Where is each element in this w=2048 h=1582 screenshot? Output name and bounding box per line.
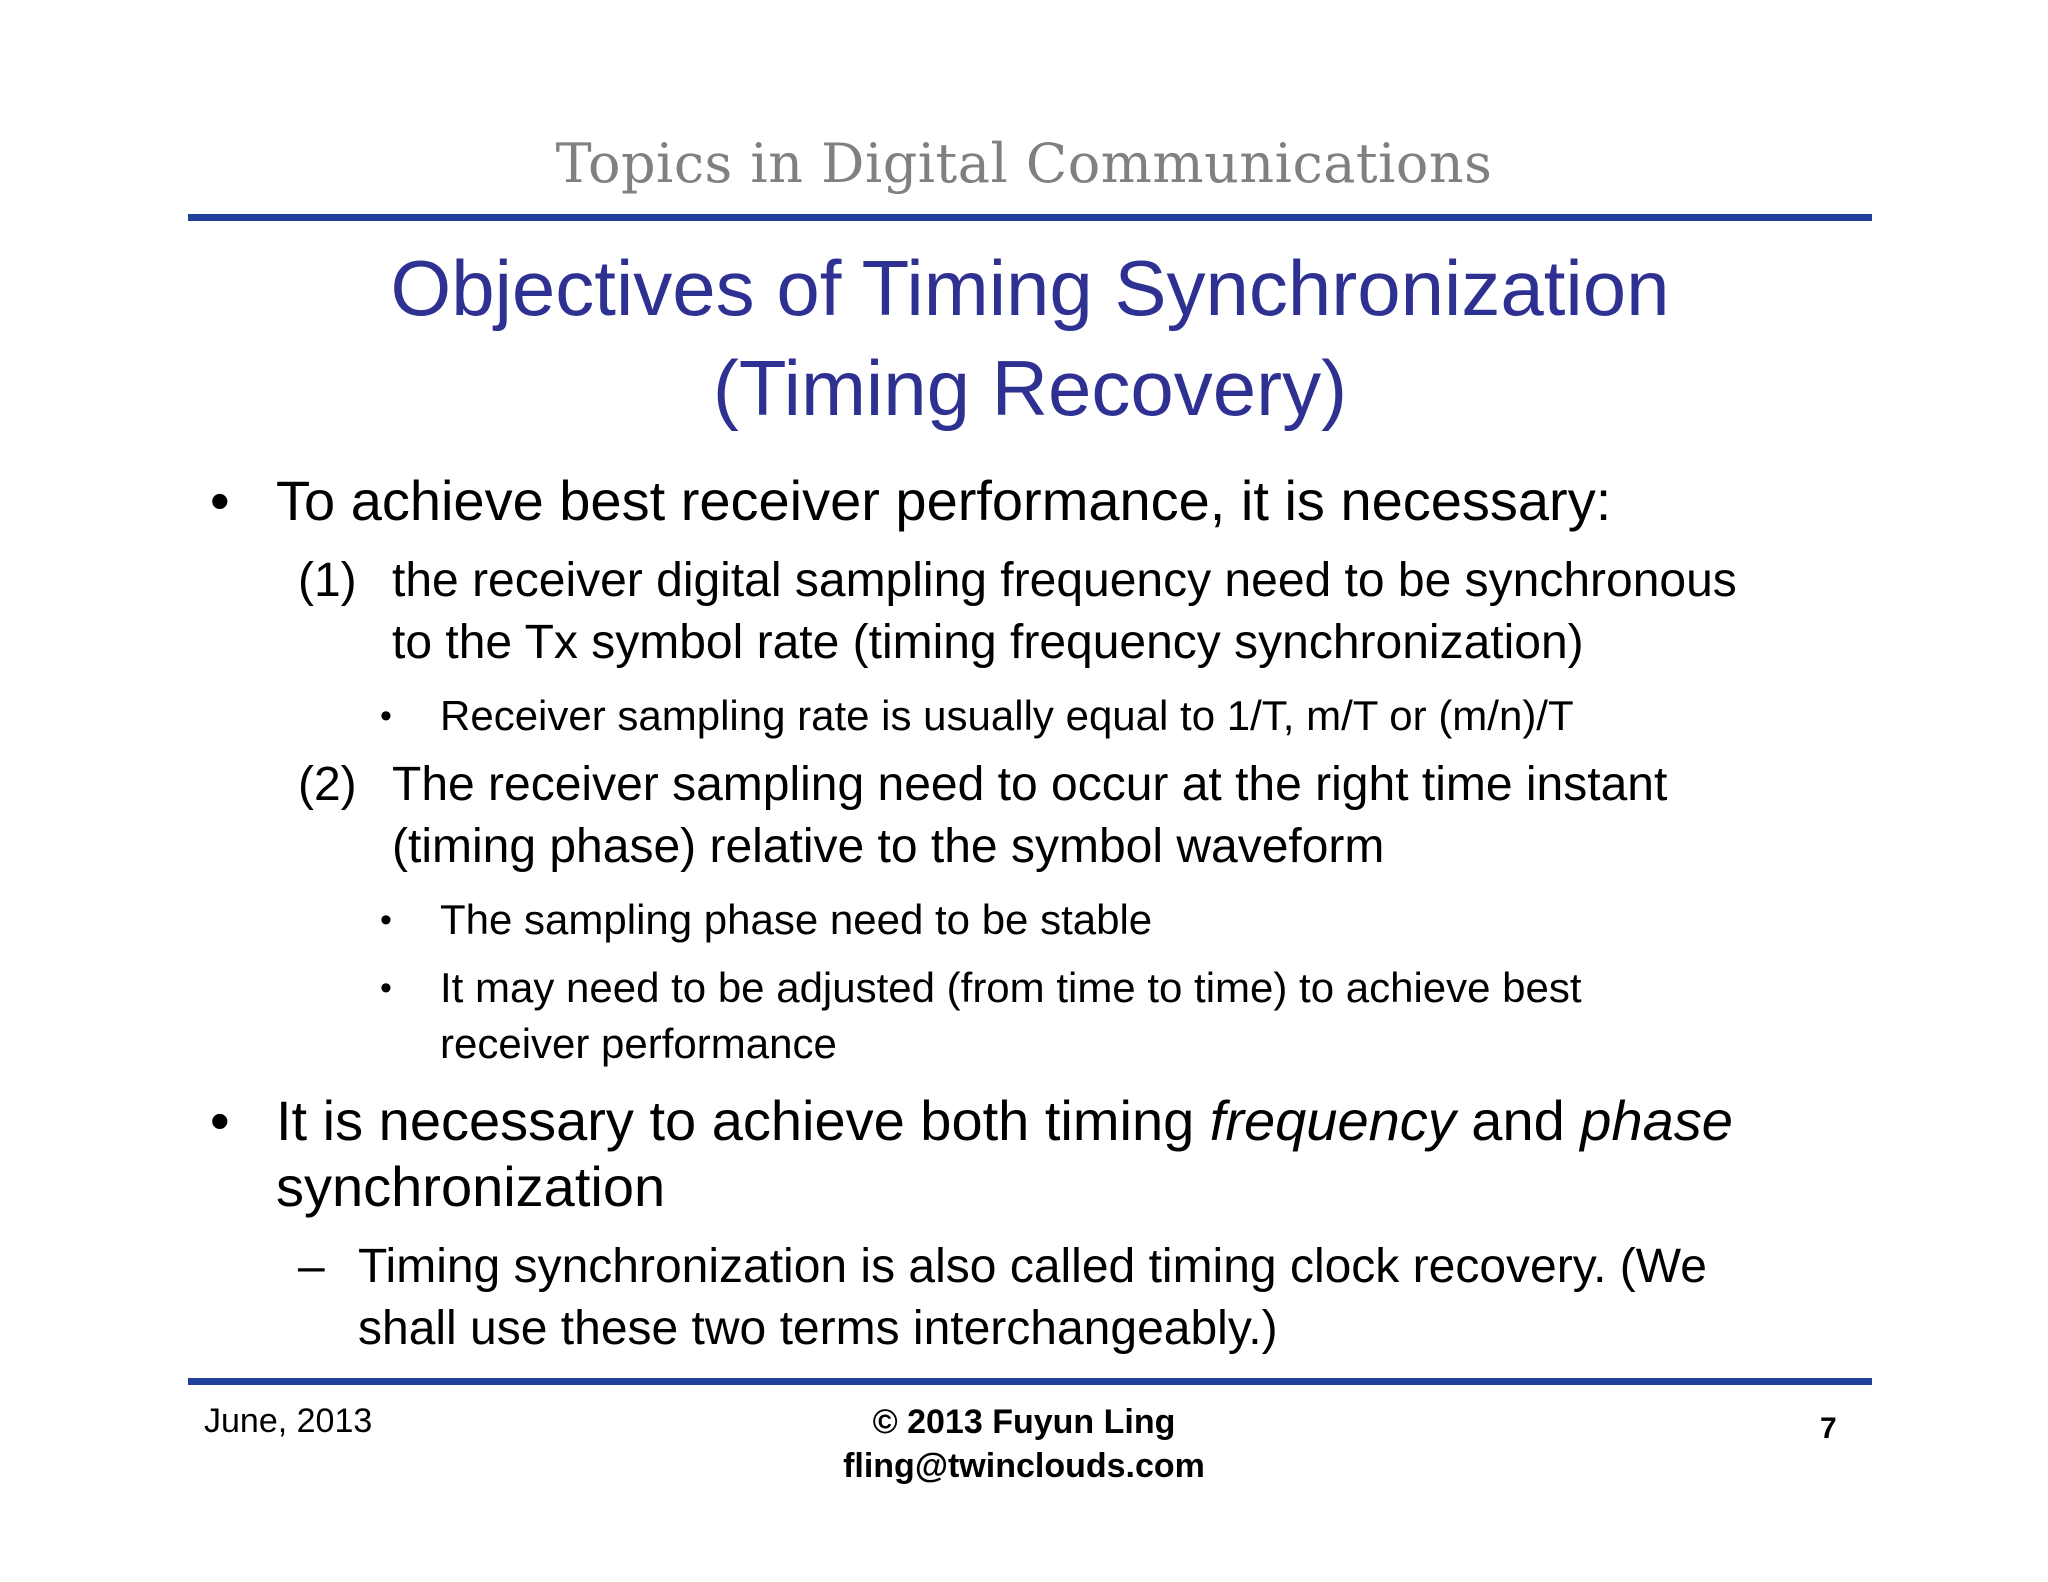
footer-copyright: © 2013 Fuyun Ling: [872, 1403, 1176, 1441]
course-title: Topics in Digital Communications: [555, 132, 1493, 195]
numbered-label: (2): [298, 758, 357, 811]
dash-icon: –: [298, 1240, 325, 1293]
bullet-text-part-1: It is necessary to achieve both timing: [276, 1089, 1210, 1152]
dash-text: [358, 1236, 1707, 1360]
slide-title-line-1: Objectives of Timing Synchronization: [390, 244, 1670, 332]
bottom-rule: [188, 1378, 1872, 1385]
numbered-text-line-1: The receiver sampling need to occur at the right time instant: [392, 758, 1668, 811]
bullet-text: To achieve best receiver performance, it is necessary:: [276, 469, 1612, 532]
footer-date: June, 2013: [204, 1402, 373, 1440]
bullet-icon: •: [380, 969, 392, 1007]
numbered-text-line-2: (timing phase) relative to the symbol waveform: [392, 820, 1385, 873]
dash-text-line-1: Timing synchronization is also called timing clock recovery. (We: [358, 1240, 1707, 1293]
footer-credits: [0, 1400, 2048, 1488]
bullet-icon: •: [380, 697, 392, 735]
sub-bullet-text: Receiver sampling rate is usually equal to 1/T, m/T or (m/n)/T: [440, 692, 1574, 739]
numbered-text: [392, 754, 1667, 878]
slide-title-line-2: (Timing Recovery): [712, 344, 1348, 432]
sub-bullet-text-line-2: receiver performance: [440, 1020, 837, 1067]
numbered-text-line-1: the receiver digital sampling frequency need to be synchronous: [392, 554, 1737, 607]
emphasis-phase: phase: [1580, 1089, 1733, 1152]
bullet-text: [276, 1088, 1733, 1220]
footer-email: fling@twinclouds.com: [843, 1447, 1205, 1485]
slide-title: [188, 238, 1872, 438]
numbered-text-line-2: to the Tx symbol rate (timing frequency synchronization): [392, 616, 1584, 669]
emphasis-frequency: frequency: [1209, 1089, 1456, 1152]
page-number: 7: [1820, 1412, 1837, 1445]
sub-bullet-text: The sampling phase need to be stable: [440, 896, 1153, 943]
bullet-icon: •: [210, 469, 230, 532]
bullet-text-line-2: synchronization: [276, 1155, 666, 1218]
numbered-text: [392, 550, 1737, 674]
numbered-label: (1): [298, 554, 357, 607]
sub-bullet-text-line-1: It may need to be adjusted (from time to time) to achieve best: [440, 964, 1582, 1011]
dash-text-line-2: shall use these two terms interchangeably.): [358, 1302, 1278, 1355]
bullet-icon: •: [380, 901, 392, 939]
sub-bullet-text: [440, 960, 1582, 1072]
bullet-text-part-2: and: [1455, 1089, 1581, 1152]
top-rule: [188, 214, 1872, 221]
bullet-icon: •: [210, 1089, 230, 1152]
